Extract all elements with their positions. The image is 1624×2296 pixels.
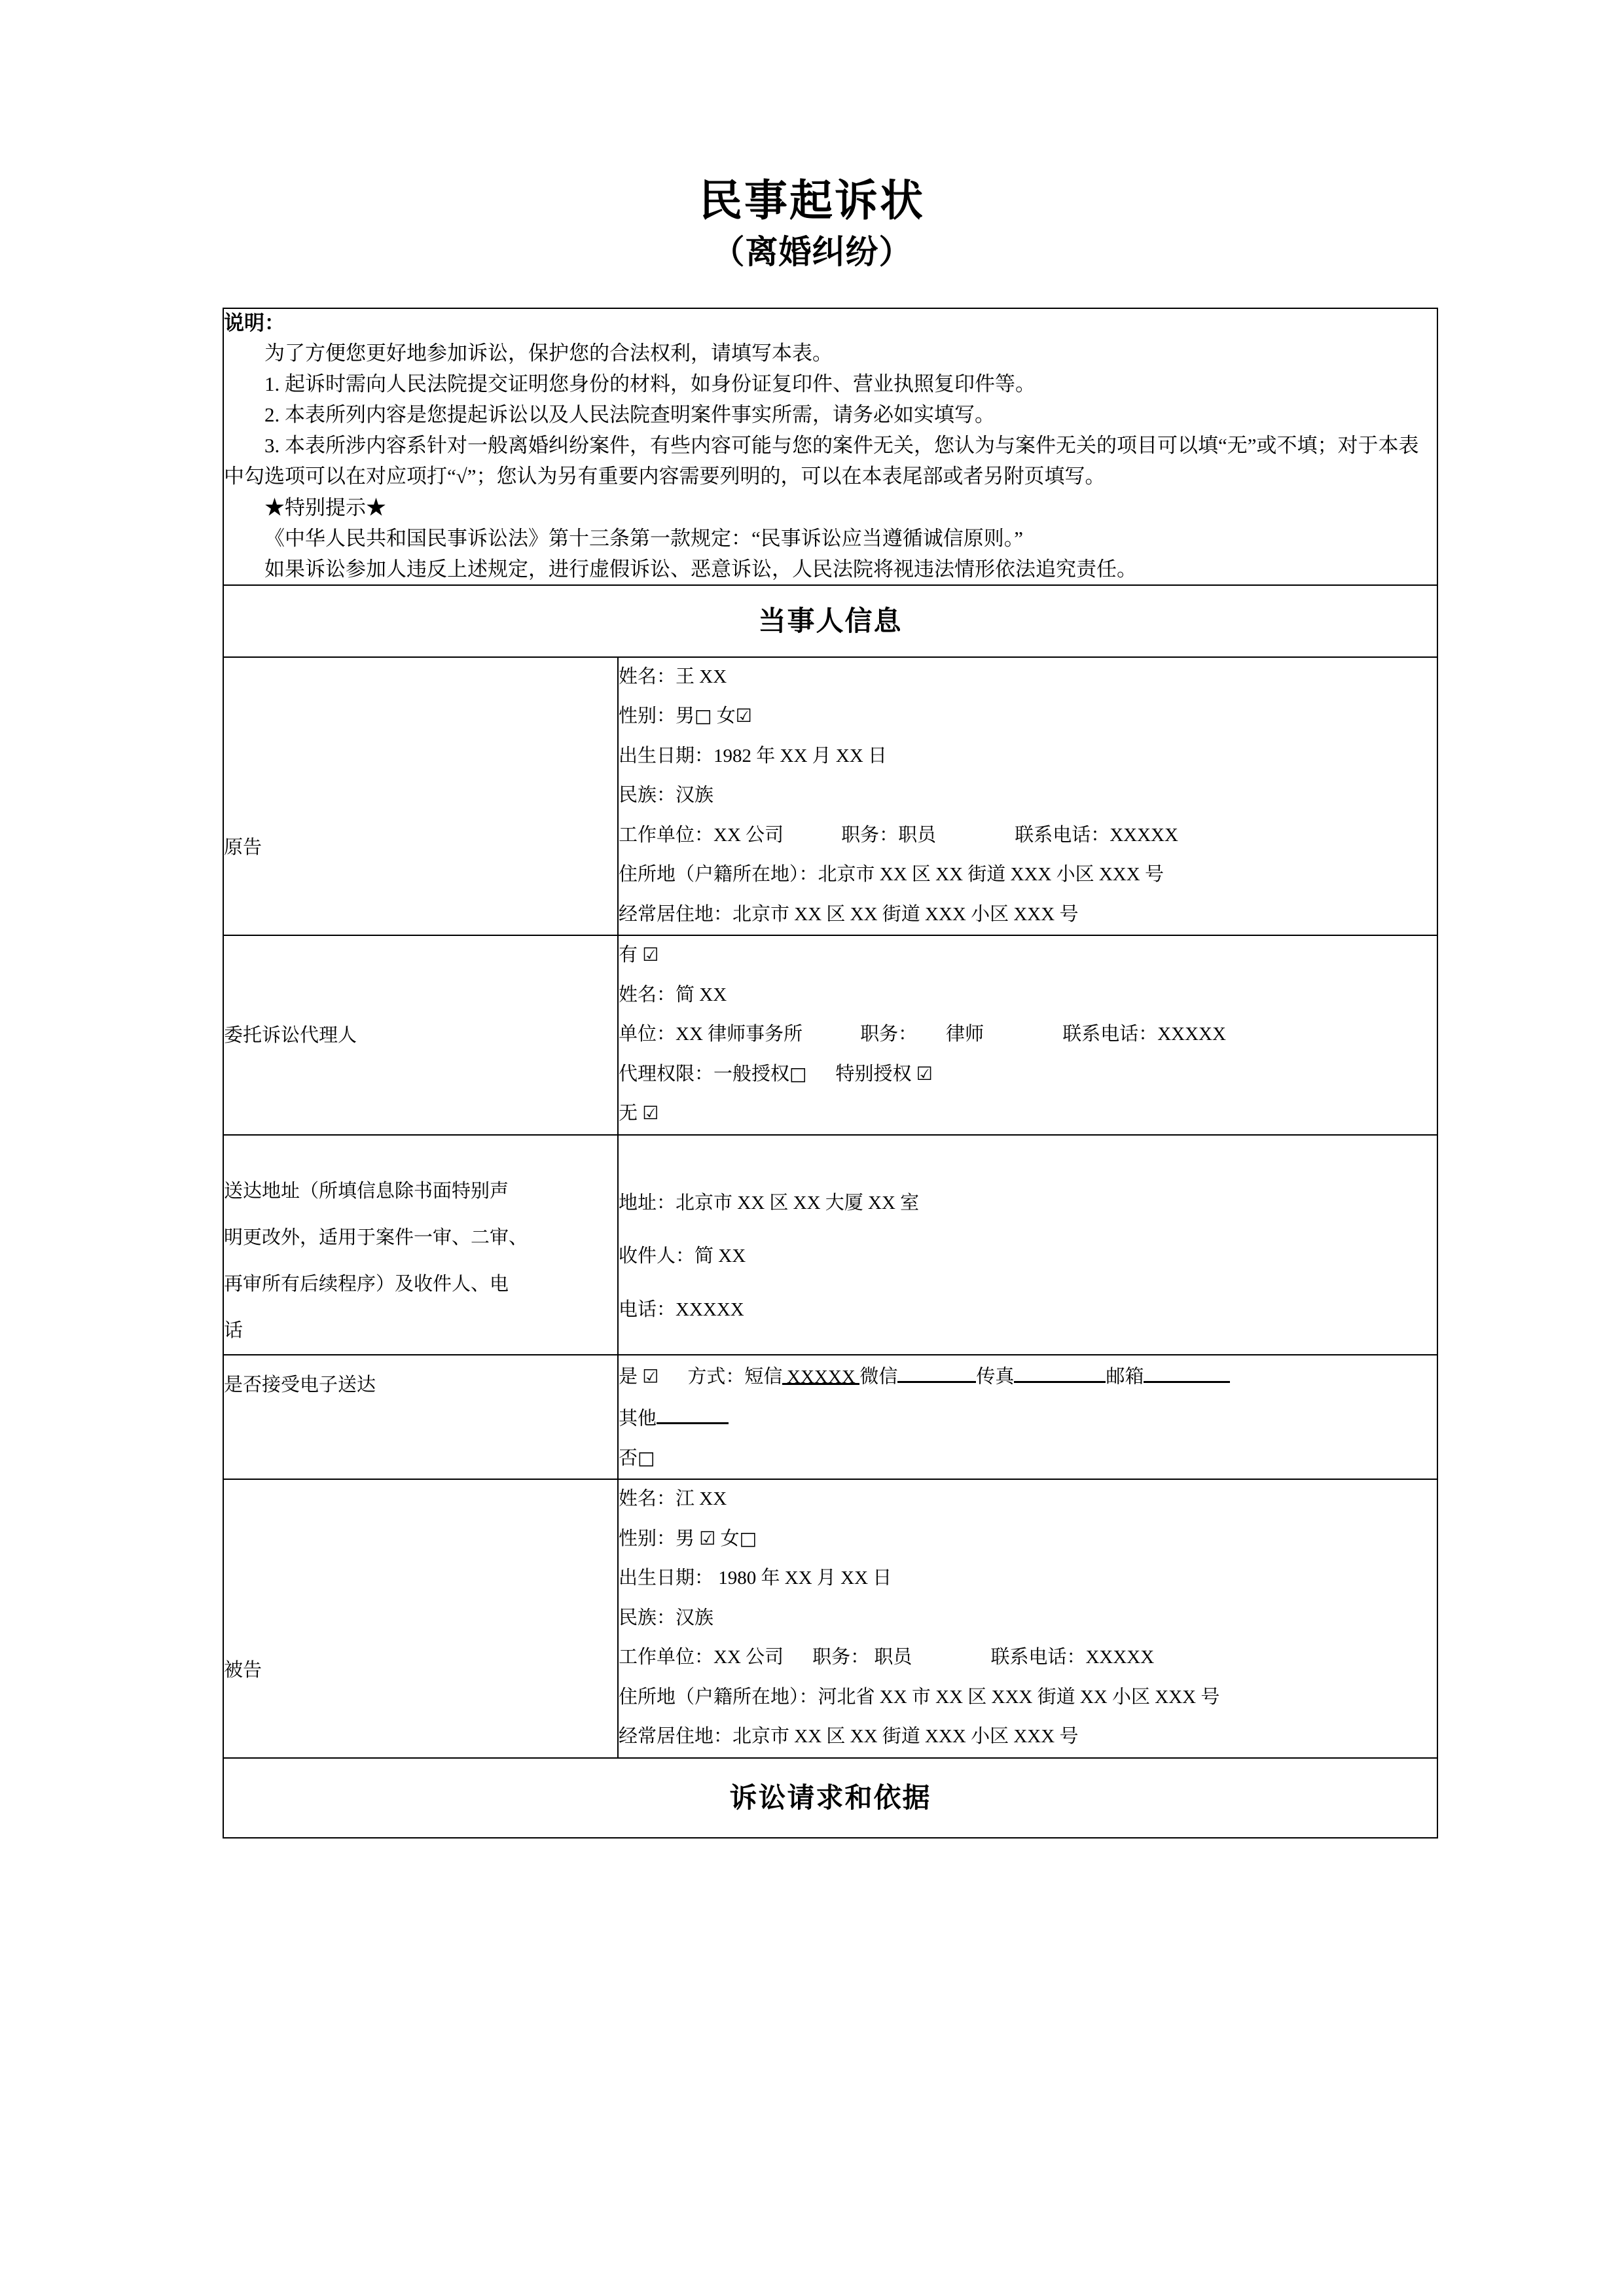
instruction-paragraph: 如果诉讼参加人违反上述规定，进行虚假诉讼、恶意诉讼，人民法院将视违法情形依法追究责任。 [264,557,1137,581]
defendant-gender-label: 性别： [619,1528,676,1549]
table-row-plaintiff [223,657,1437,936]
plaintiff-domicile-value[interactable]: 北京市 XX 区 XX 街道 XXX 小区 XXX 号 [818,864,1164,886]
agent-position-value[interactable]: 律师 [946,1024,984,1045]
defendant-residence-label: 经常居住地： [619,1726,733,1748]
plaintiff-details [618,657,1437,936]
section-header-party-info: 当事人信息 [223,585,1437,657]
plaintiff-residence-line [619,895,1437,935]
agent-phone-value[interactable]: XXXXX [1157,1024,1226,1045]
electronic-service-details [618,1355,1437,1479]
agent-none-label: 无 [619,1103,638,1124]
agent-firm-label: 单位： [619,1024,676,1045]
plaintiff-ethnicity-line [619,776,1437,816]
input-fax[interactable] [1014,1361,1106,1382]
defendant-ethnicity-value[interactable]: 汉族 [676,1607,714,1628]
plaintiff-gender-female-text: 女 [716,706,736,727]
checkbox-agent-general-authority[interactable]: □ [789,1062,807,1085]
defendant-gender-female-text: 女 [720,1528,740,1549]
defendant-domicile-label: 住所地（户籍所在地）： [619,1686,818,1708]
civil-complaint-form [223,308,1438,1839]
defendant-employment-line [619,1638,1437,1678]
electronic-service-other-line [619,1397,1437,1439]
agent-authority-label: 代理权限： [619,1063,714,1085]
agent-authority-general-text: 一般授权 [713,1063,790,1085]
plaintiff-name-value[interactable]: 王 XX [676,666,727,687]
defendant-gender-line [619,1520,1437,1560]
plaintiff-gender-male-text: 男 [676,706,695,727]
checkbox-electronic-service-yes[interactable]: ☑ [642,1365,659,1388]
service-address-field-value[interactable]: 北京市 XX 区 XX 大厦 XX 室 [676,1192,920,1213]
title-block [0,0,1624,272]
defendant-residence-value[interactable]: 北京市 XX 区 XX 街道 XXX 小区 XXX 号 [732,1726,1079,1748]
row-label-service-address [223,1135,618,1355]
service-address-label-line: 再审所有后续程序）及收件人、电 [224,1273,509,1295]
plaintiff-position-label: 职务： [841,824,899,846]
service-phone-line [619,1291,1437,1331]
checkbox-agent-none[interactable]: ☑ [642,1102,659,1124]
plaintiff-position-value[interactable]: 职员 [898,824,937,846]
input-wechat[interactable] [897,1361,976,1382]
plaintiff-employer-label: 工作单位： [619,824,714,846]
electronic-service-no-label: 否 [619,1447,638,1469]
defendant-employer-label: 工作单位： [619,1647,714,1668]
defendant-domicile-value[interactable]: 河北省 XX 市 XX 区 XXX 街道 XX 小区 XXX 号 [818,1686,1220,1708]
defendant-position-label: 职务： [812,1647,870,1668]
input-other[interactable] [657,1403,729,1424]
service-recipient-value[interactable]: 简 XX [695,1246,746,1267]
agent-name-line [619,976,1437,1016]
section-band-claims-row [223,1758,1437,1838]
row-label-plaintiff [223,657,618,936]
plaintiff-residence-label: 经常居住地： [619,903,733,925]
plaintiff-employment-line [619,816,1437,856]
instruction-paragraph: 《中华人民共和国民事诉讼法》第十三条第一款规定：“民事诉讼应当遵循诚信原则。” [264,526,1024,550]
agent-has-line [619,936,1437,976]
agent-name-label: 姓名： [619,984,676,1005]
page-subtitle: （离婚纠纷） [712,233,912,270]
electronic-service-email-label: 邮箱 [1106,1366,1144,1388]
row-label-agent [223,935,618,1135]
defendant-domicile-line [619,1678,1437,1718]
plaintiff-residence-value[interactable]: 北京市 XX 区 XX 街道 XXX 小区 XXX 号 [732,903,1079,925]
checkbox-agent-special-authority[interactable]: ☑ [916,1062,933,1085]
instructions-heading: 说明： [224,312,285,334]
plaintiff-domicile-line [619,855,1437,895]
table-row-service-address [223,1135,1437,1355]
defendant-details [618,1479,1437,1758]
plaintiff-birth-value[interactable]: 1982 年 XX 月 XX 日 [713,745,888,766]
service-recipient-line [619,1237,1437,1291]
section-header-claims: 诉讼请求和依据 [223,1758,1437,1838]
electronic-service-yes-label: 是 [619,1366,638,1388]
service-phone-value[interactable]: XXXXX [676,1299,744,1320]
page-title: 民事起诉状 [699,176,925,224]
defendant-ethnicity-label: 民族： [619,1607,676,1628]
plaintiff-employer-value[interactable]: XX 公司 [713,824,784,846]
special-notice-heading: ★特别提示★ [264,495,386,519]
electronic-service-fax-label: 传真 [976,1366,1015,1388]
row-label-defendant [223,1479,618,1758]
checkbox-plaintiff-female[interactable]: ☑ [735,705,752,727]
agent-position-label: 职务： [860,1024,918,1045]
defendant-label: 被告 [224,1659,262,1681]
agent-none-line [619,1094,1437,1134]
defendant-employer-value[interactable]: XX 公司 [713,1647,784,1668]
row-label-electronic-service [223,1355,618,1479]
agent-firm-line [619,1015,1437,1055]
input-sms[interactable]: XXXXX [782,1363,859,1385]
instructions-row [223,308,1437,585]
electronic-service-yes-line [619,1355,1437,1397]
plaintiff-domicile-label: 住所地（户籍所在地）： [619,864,818,886]
service-address-label-line: 话 [224,1320,244,1342]
electronic-service-no-line [619,1439,1437,1479]
table-row-agent [223,935,1437,1135]
plaintiff-gender-label: 性别： [619,706,676,727]
plaintiff-phone-value[interactable]: XXXXX [1110,824,1178,846]
plaintiff-name-label: 姓名： [619,666,676,687]
service-address-line [619,1184,1437,1238]
table-row-defendant [223,1479,1437,1758]
checkbox-plaintiff-male[interactable]: □ [695,705,712,727]
defendant-birth-line [619,1559,1437,1599]
service-address-details [618,1135,1437,1355]
service-recipient-label: 收件人： [619,1246,695,1267]
defendant-name-value[interactable]: 江 XX [676,1488,727,1510]
service-address-field-label: 地址： [619,1192,676,1213]
plaintiff-label: 原告 [224,837,262,859]
instruction-paragraph: 1. 起诉时需向人民法院提交证明您身份的材料，如身份证复印件、营业执照复印件等。 [264,372,1036,396]
service-phone-label: 电话： [619,1299,676,1320]
plaintiff-name-line [619,658,1437,698]
agent-label: 委托诉讼代理人 [224,1024,357,1046]
electronic-service-sms-label: 短信 [744,1366,783,1388]
table-row-electronic-service [223,1355,1437,1479]
agent-details [618,935,1437,1135]
instruction-paragraph: 2. 本表所列内容是您提起诉讼以及人民法院查明案件事实所需，请务必如实填写。 [264,403,995,427]
defendant-name-label: 姓名： [619,1488,676,1510]
agent-has-label: 有 [619,944,638,966]
agent-authority-line [619,1055,1437,1095]
defendant-birth-label: 出生日期： [619,1568,714,1589]
plaintiff-gender-line [619,697,1437,737]
service-address-label-line: 送达地址（所填信息除书面特别声 [224,1180,509,1202]
checkbox-defendant-male[interactable]: ☑ [699,1527,716,1549]
defendant-position-value[interactable]: 职员 [874,1647,912,1668]
agent-phone-label: 联系电话： [1062,1024,1158,1045]
agent-firm-value[interactable]: XX 律师事务所 [676,1024,803,1045]
input-email[interactable] [1144,1361,1230,1382]
electronic-service-wechat-label: 微信 [859,1366,898,1388]
defendant-gender-male-text: 男 [676,1528,695,1549]
checkbox-agent-has[interactable]: ☑ [642,944,659,966]
electronic-service-method-label: 方式： [687,1366,745,1388]
defendant-name-line [619,1480,1437,1520]
plaintiff-ethnicity-value[interactable]: 汉族 [676,785,714,806]
checkbox-defendant-female[interactable]: □ [739,1527,757,1549]
defendant-birth-value[interactable]: 1980 年 XX 月 XX 日 [718,1568,892,1589]
instruction-paragraph: 3. 本表所涉内容系针对一般离婚纠纷案件，有些内容可能与您的案件无关，您认为与案件无关的项目可以填“无”或不填；对于本表中勾选项可以在对应项打“√”；您认为另有重要内容需要列明的，可以在本表尾部或者另附页填写。 [224,434,1419,488]
defendant-residence-line [619,1717,1437,1757]
plaintiff-birth-line [619,737,1437,777]
plaintiff-phone-label: 联系电话： [1015,824,1110,846]
service-address-label-line: 明更改外，适用于案件一审、二审、 [224,1227,528,1248]
electronic-service-other-label: 其他 [619,1408,657,1429]
instructions-cell [223,308,1437,585]
defendant-ethnicity-line [619,1599,1437,1639]
electronic-service-label: 是否接受电子送达 [224,1374,376,1396]
defendant-phone-label: 联系电话： [990,1647,1086,1668]
checkbox-electronic-service-no[interactable]: □ [638,1446,655,1469]
agent-name-value[interactable]: 简 XX [676,984,727,1005]
plaintiff-birth-label: 出生日期： [619,745,714,766]
section-band-party-info-row [223,585,1437,657]
plaintiff-ethnicity-label: 民族： [619,785,676,806]
defendant-phone-value[interactable]: XXXXX [1085,1647,1155,1668]
agent-authority-special-text: 特别授权 [835,1063,912,1085]
instruction-paragraph: 为了方便您更好地参加诉讼，保护您的合法权利，请填写本表。 [264,342,833,365]
